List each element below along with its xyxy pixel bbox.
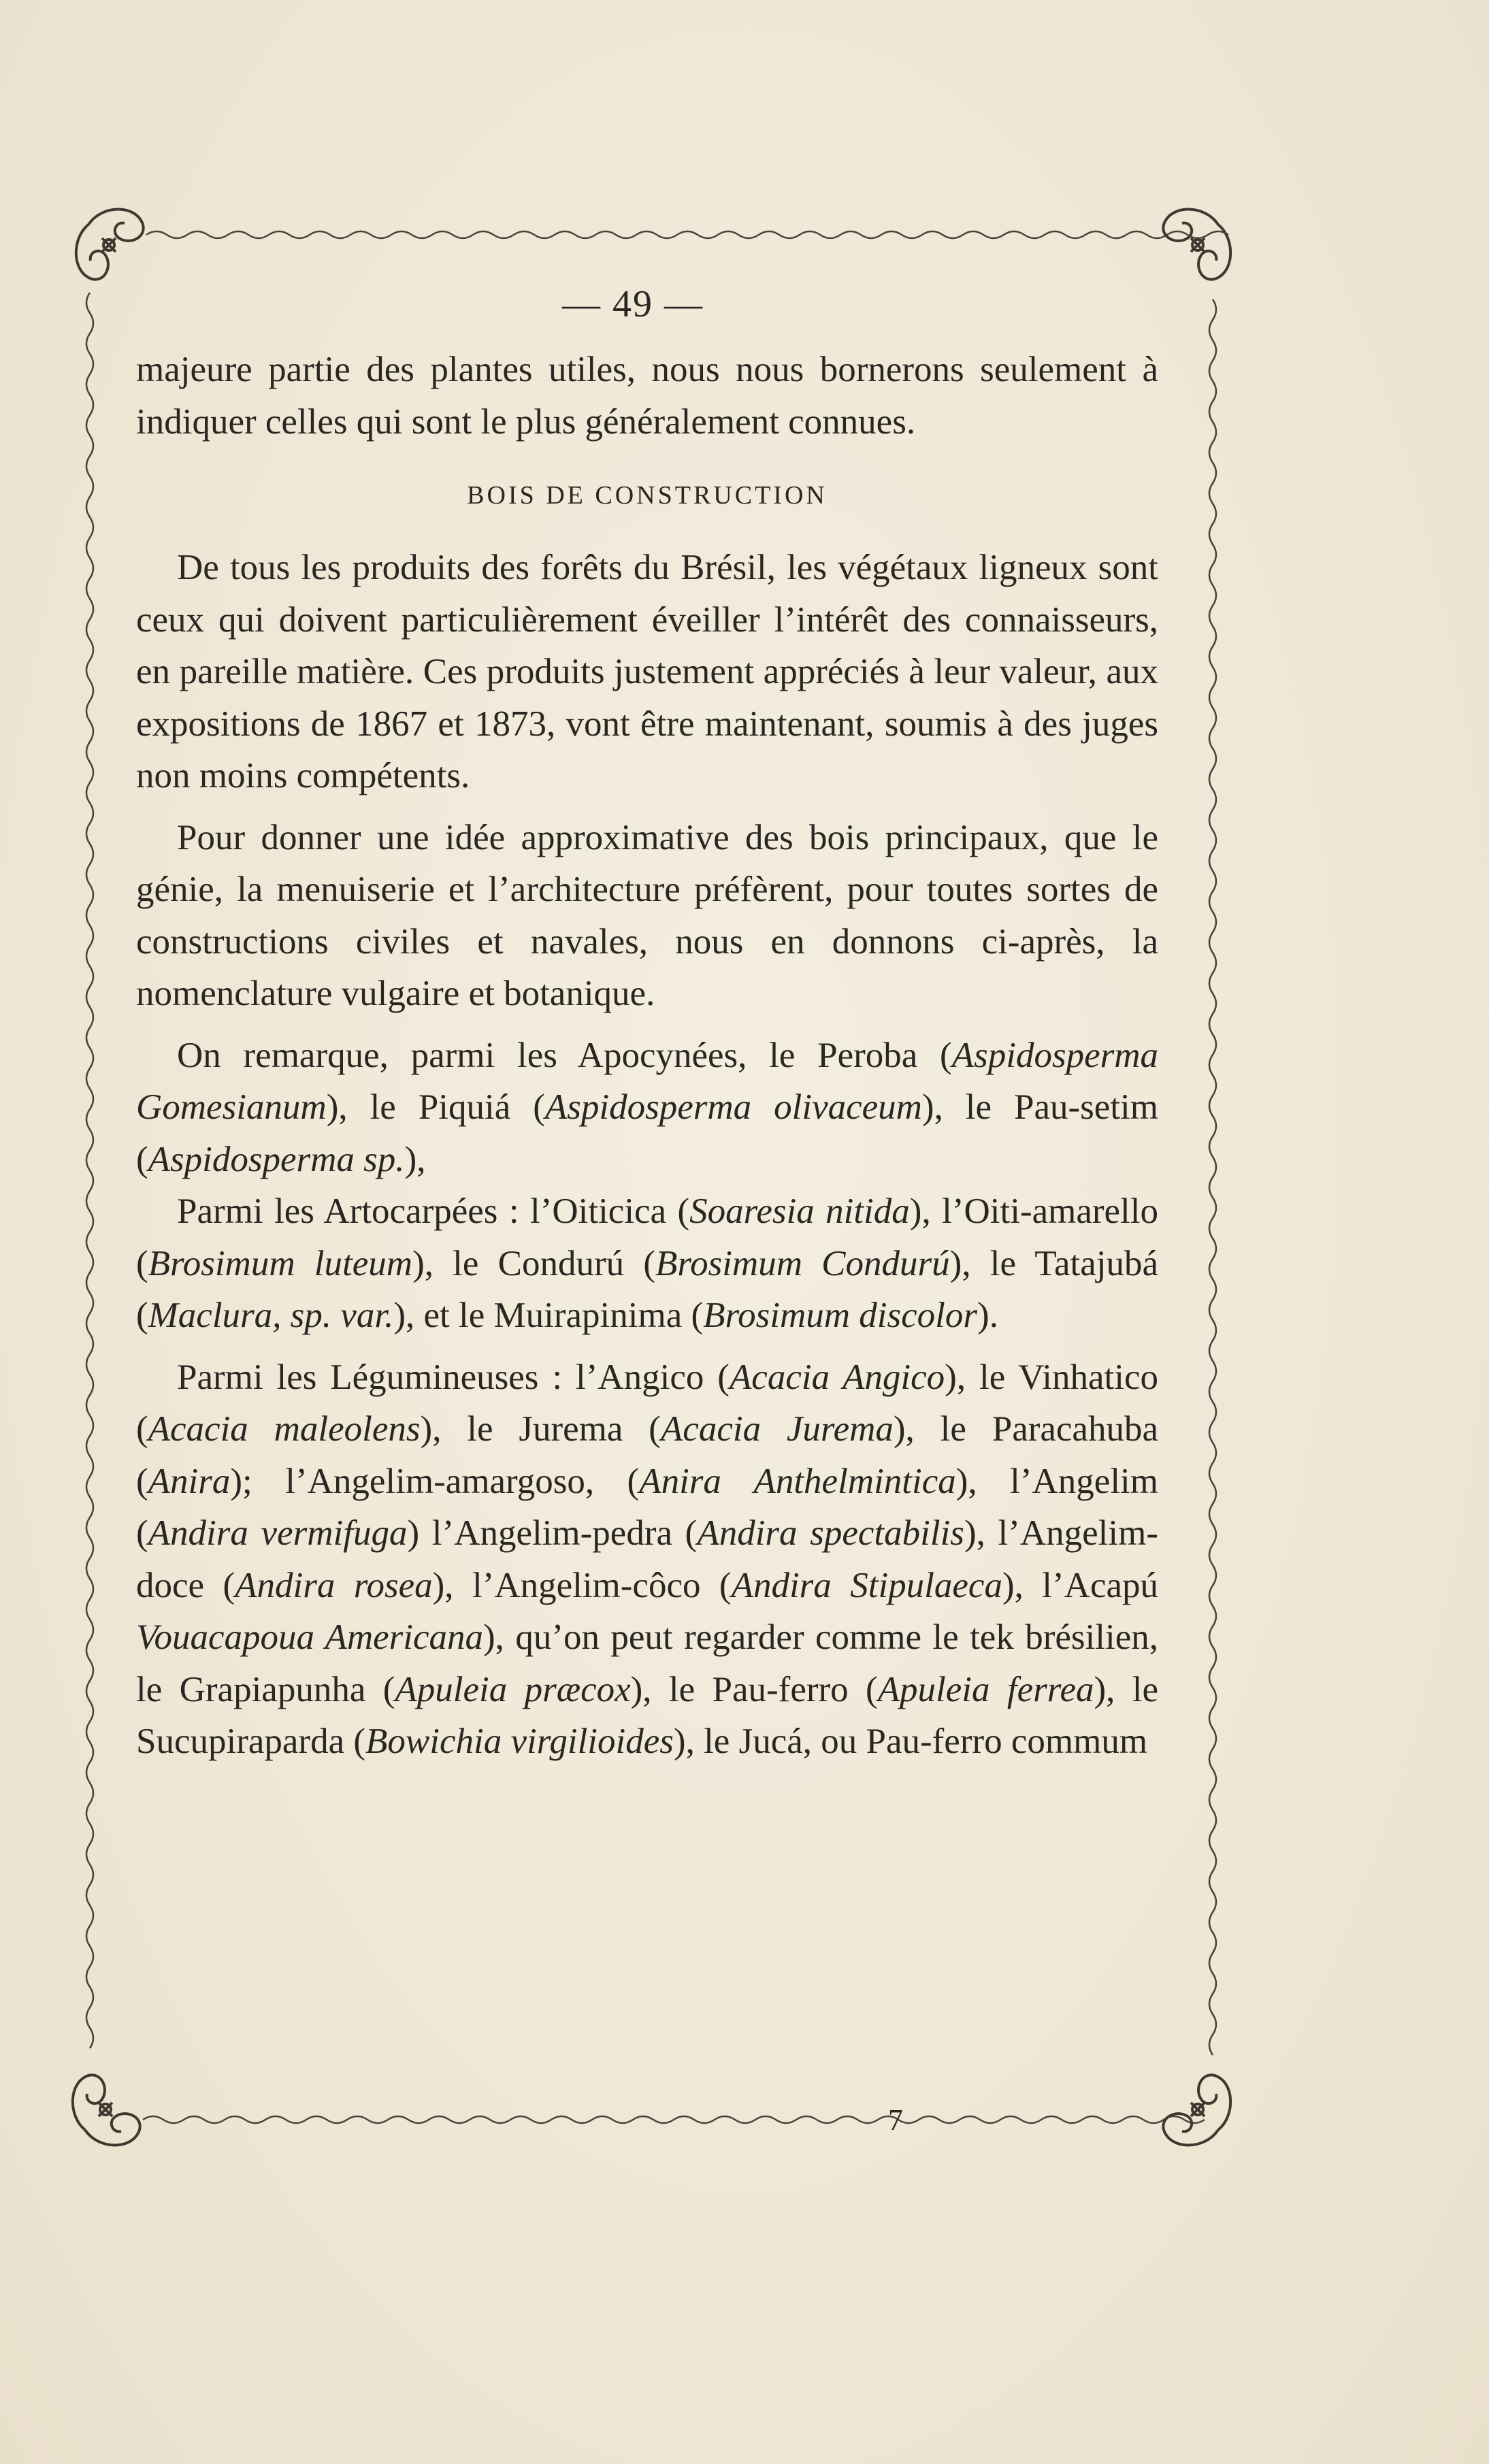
corner-ornament-top-right <box>1163 210 1230 280</box>
paragraph-artocarpees: Parmi les Artocarpées : l’Oiticica (Soaresia nitida), l’Oiti-amarello (Brosimum luteum), le Condurú (Brosimum Condurú), le Tatajubá (Maclura, sp. var.), et le Muirapinima (Brosimum discolor). <box>136 1192 1158 1335</box>
section-heading: BOIS DE CONSTRUCTION <box>467 481 828 510</box>
bottom-border-wave <box>143 2116 1205 2123</box>
corner-ornament-bottom-left <box>73 2075 140 2145</box>
paragraph-apocynees: On remarque, parmi les Apocynées, le Peroba (Aspidosperma Gomesianum), le Piquiá (Aspidosperma olivaceum), le Pau-setim (Aspidosperma sp.), <box>136 1035 1158 1179</box>
left-border-wave <box>86 293 93 2048</box>
corner-ornament-top-left <box>76 210 144 280</box>
page-number: — 49 — <box>562 283 704 325</box>
paragraph-vegetaux: De tous les produits des forêts du Brésil, les végétaux ligneux sont ceux qui doivent particulièrement éveiller l’intérêt des connaisseurs, en pareille matière. Ces produits justement appréciés à leur valeur, aux expositions de 1867 et 1873, vont être maintenant, soumis à des juges non moins compétents. <box>136 548 1158 795</box>
page-text <box>136 344 1158 1768</box>
paragraph-nomenclature: Pour donner une idée approximative des bois principaux, que le génie, la menuiserie et l’architecture préfèrent, pour toutes sortes de constructions civiles et navales, nous en donnons ci-après, la nomenclature vulgaire et botanique. <box>136 817 1158 1013</box>
corner-ornament-bottom-right <box>1163 2075 1230 2145</box>
paragraph-intro: majeure partie des plantes utiles, nous nous bornerons seulement à indiquer celles qui sont le plus généralement connues. <box>136 350 1158 442</box>
top-border-wave <box>146 231 1228 238</box>
right-border-wave <box>1209 299 1216 2055</box>
paragraph-legumineuses: Parmi les Légumineuses : l’Angico (Acacia Angico), le Vinhatico (Acacia maleolens), le Jurema (Acacia Jurema), le Paracahuba (Anira); l’Angelim-amargoso, (Anira Anthelmintica), l’Angelim (Andira vermifuga) l’Angelim-pedra (Andira spectabilis), l’Angelim-doce (Andira rosea), l’Angelim-côco (Andira Stipulaeca), l’Acapú Vouacapoua Americana), qu’on peut regarder comme le tek brésilien, le Grapiapunha (Apuleia præcox), le Pau-ferro (Apuleia ferrea), le Sucupiraparda (Bowichia virgilioides), le Jucá, ou Pau-ferro commum <box>136 1357 1159 1761</box>
signature-mark: 7 <box>888 2103 903 2137</box>
